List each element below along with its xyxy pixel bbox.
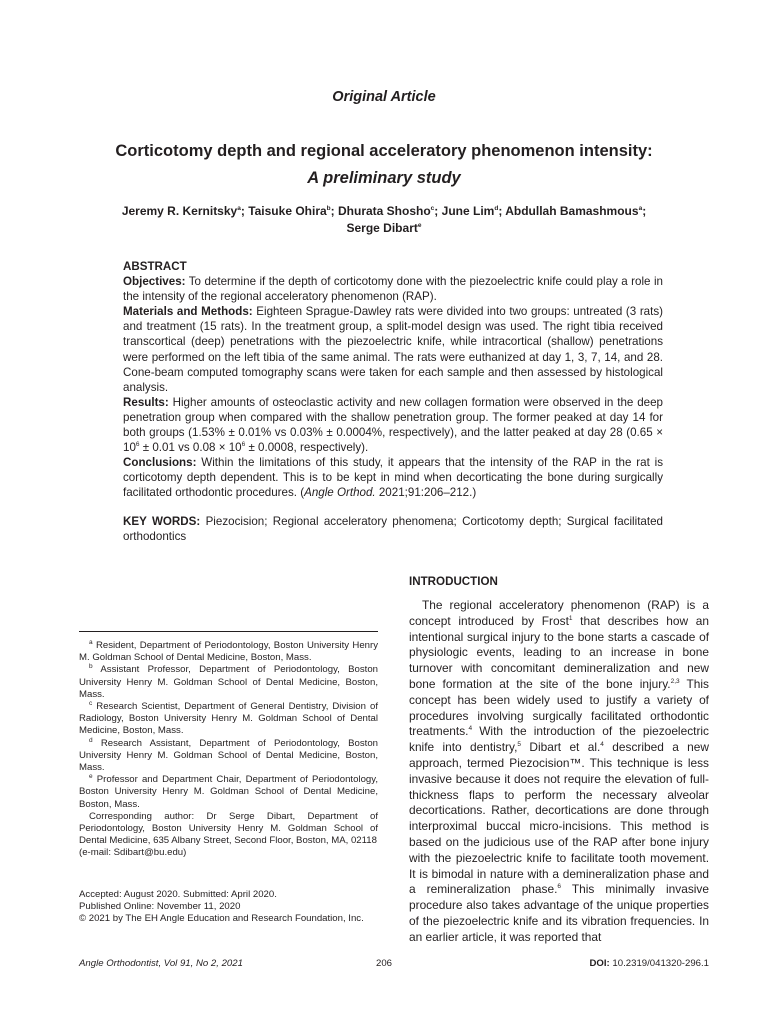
footnote-d: $^d$ Research Assistant, Department of Periodontology, Boston University Henry M. Goldman School of Dental Medicine, Boston, Mass.	[79, 736, 378, 774]
accepted-submitted: Accepted: August 2020. Submitted: April 2020.	[79, 889, 277, 900]
reference-marker: 1	[568, 614, 573, 622]
author-1: Jeremy R. Kernitsky	[121, 204, 238, 218]
title-main: Corticotomy depth and regional acceleratory phenomenon intensity:	[115, 142, 653, 160]
affiliation-footnotes	[79, 640, 378, 860]
keywords-text: Piezocision; Regional acceleratory phenomena; Corticotomy depth; Surgical facilitated orthodontics	[123, 515, 663, 544]
footnote-c: $^c$ Research Scientist, Department of General Dentistry, Division of Radiology, Boston University Henry M. Goldman School of Dental Medicine, Boston, Mass.	[79, 699, 378, 737]
keywords	[123, 514, 663, 544]
reference-marker: 6	[557, 883, 562, 891]
article-type: Original Article	[332, 89, 436, 105]
abstract-methods: Materials and Methods: Eighteen Sprague-Dawley rats were divided into two groups: untreated (3 rats) and treatment (15 rats). In the treatment group, a split-model design was used. The right tibia received transcortical (deep) penetrations with the piezoelectric knife, while intracortical (shallow) penetrations were performed on the left tibia of the same animal. The rats were euthanized at day 1, 3, 7, 14, and 28. Cone-beam computed tomography scans were taken for each sample and then assessed by histological analysis.	[123, 305, 663, 394]
author-5: Abdullah Bamashmous	[505, 204, 639, 218]
reference-marker: 5	[517, 741, 521, 749]
introduction-body: The regional acceleratory phenomenon (RAP) is a concept introduced by Frost$^1$ that describes how an intentional surgical injury to the bone starts a cascade of physiologic events, leading to an increase in bone turnover with concomitant demineralization and new bone formation at the site of the bone injury.$^{2,3}$ This concept has been widely used to justify a variety of procedures involving surgically facilitated orthodontic treatments.$^4$ With the introduction of the piezoelectric knife into dentistry,$^5$ Dibart et al.$^4$ described a new approach, termed Piezocision™. This technique is less invasive because it does not require the elevation of full-thickness flaps to perform the necessary alveolar decortications. Rather, decortications are done through interproximal buccal micro-incisions. This method is based on the judicious use of the RAP after bone injury with the piezoelectric knife to facilitate tooth movement. It is bimodal in nature with a demineralization phase and a remineralization phase.$^6$ This minimally invasive procedure also takes advantage of the unique properties of the piezoelectric knife and its vibration frequencies. In an earlier article, it was reported that	[409, 598, 709, 944]
footnote-a: $^a$ Resident, Department of Periodontology, Boston University Henry M. Goldman School of Dental Medicine, Boston, Mass.	[79, 638, 378, 664]
author-6-affiliation: e	[417, 222, 422, 229]
footer-journal: Angle Orthodontist, Vol 91, No 2, 2021	[79, 958, 243, 969]
abstract-heading: ABSTRACT	[123, 260, 187, 273]
author-1-affiliation: a	[237, 205, 241, 212]
reference-marker: 4	[468, 725, 473, 733]
title-subtitle: A preliminary study	[307, 169, 461, 187]
author-2-affiliation: b	[326, 205, 331, 212]
keywords-label: KEY WORDS:	[123, 515, 201, 528]
corresponding-author: Corresponding author: Dr Serge Dibart, Department of Periodontology, Boston University Henry M. Goldman School of Dental Medicine, 635 Albany Street, Second Floor, Boston, MA, 02118	[79, 810, 378, 847]
footnote-e: $^e$ Professor and Department Chair, Department of Periodontology, Boston University Henry M. Goldman School of Dental Medicine, Boston, Mass.	[79, 773, 378, 810]
author-4-affiliation: d	[494, 205, 499, 212]
reference-marker: 2,3	[670, 678, 680, 686]
abstract-objectives: Objectives: To determine if the depth of corticotomy done with the piezoelectric knife could play a role in the intensity of the regional acceleratory phenomenon (RAP).	[123, 275, 663, 304]
author-4: June Lim	[441, 204, 495, 218]
reference-marker: 4	[600, 741, 604, 749]
footer-doi[interactable]: DOI: 10.2319/041320-296.1	[589, 958, 709, 969]
author-3-affiliation: c	[430, 205, 435, 212]
footer-page-number: 206	[375, 958, 392, 969]
publication-dates	[79, 889, 378, 926]
abstract-results: Results: Higher amounts of osteoclastic activity and new collagen formation were observed in the deep penetration group when compared with the shallow penetration group. The former peaked at day 14 for both groups (1.53% ± 0.01% vs 0.03% ± 0.0004%, respectively), and the latter peaked at day 28 ($0.65 \times 10^6 \pm 0.01$ vs $0.08 \times 10^6 \pm 0.0008$, respectively).	[123, 395, 663, 455]
author-5-affiliation: a	[638, 205, 643, 212]
author-list: Jeremy R. Kernitsky$^a$; Taisuke Ohira$^b$; Dhurata Shosho$^c$; June Lim$^d$; Abdullah Bamashmous$^a$; Serge Dibart$^e$	[121, 204, 647, 235]
published-online: Published Online: November 11, 2020	[79, 901, 241, 913]
copyright: © 2021 by The EH Angle Education and Research Foundation, Inc.	[79, 913, 364, 925]
footnote-b: $^b$ Assistant Professor, Department of Periodontology, Boston University Henry M. Goldman School of Dental Medicine, Boston, Mass.	[79, 663, 378, 700]
author-2: Taisuke Ohira	[248, 204, 327, 218]
article-title	[40, 138, 728, 192]
abstract	[123, 259, 663, 501]
corresponding-email[interactable]: (e-mail: Sdibart@bu.edu)	[79, 847, 187, 859]
introduction-heading: INTRODUCTION	[409, 575, 498, 588]
footnote-divider	[79, 631, 378, 632]
citation-journal: Angle Orthod.	[304, 486, 376, 500]
author-3: Dhurata Shosho	[338, 204, 431, 218]
abstract-conclusions: Conclusions: Within the limitations of this study, it appears that the intensity of the RAP in the rat is corticotomy depth dependent. This is to be kept in mind when decorticating the bone during surgically facilitated orthodontic procedures. (Angle Orthod. 2021;91:206–212.)	[123, 456, 663, 500]
author-6: Serge Dibart	[346, 221, 418, 235]
